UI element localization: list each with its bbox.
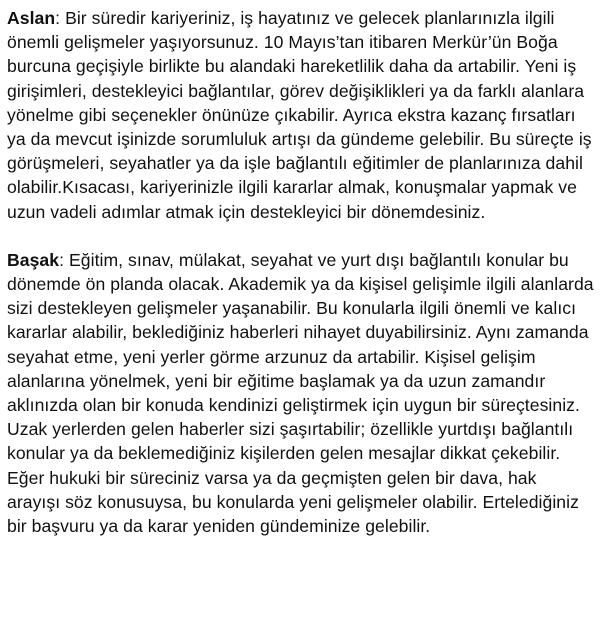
sign-separator: : <box>55 8 61 28</box>
sign-name-basak: Başak <box>7 249 60 270</box>
horoscope-text-basak: Eğitim, sınav, mülakat, seyahat ve yurt dışı bağlantılı konular bu dönemde ön planda olacak. Akademik ya da kişisel gelişimle ilgili alanlarda sizi destekleyen gelişmeler yaşanabilir. Bu konularla ilgili önemli ve kalıcı kararlar alabilir, beklediğiniz haberleri nihayet duyabilirsiniz. Aynı zamanda seyahat etme, yeni yerler görme arzunuz da artabilir. Kişisel gelişim alanlarına yönelmek, yeni bir eğitime başlamak ya da uzun zamandır aklınızda olan bir konuda kendinizi geliştirmek için uygun bir süreçtesiniz. Uzak yerlerden gelen haberler sizi şaşırtabilir; özellikle yurtdışı bağlantılı konular ya da beklemediğiniz kişilerden gelen mesajlar dikkat çekebilir. Eğer hukuki bir süreciniz varsa ya da geçmişten gelen bir dava, hak arayışı söz konusuysa, bu konularda yeni gelişmeler olabilir. Ertelediğiniz bir başvuru ya da karar yeniden gündeminize gelebilir. <box>7 249 594 537</box>
sign-name-aslan: Aslan <box>7 8 56 28</box>
horoscope-text-aslan: Bir süredir kariyeriniz, iş hayatınız ve gelecek planlarınızla ilgili önemli gelişmeler yaşıyorsunuz. 10 Mayıs’tan itibaren Merkür’ün Boğa burcuna geçişiyle birlikte bu alandaki hareketlilik daha da artabilir. Yeni iş girişimleri, destekleyici bağlantılar, görev değişiklikleri ya da farklı alanlara yönelme gibi seçenekler önünüze çıkabilir. Ayrıca ekstra kazanç fırsatları ya da mevcut işinizde sorumluluk artışı da gündeme gelebilir. Bu süreçte iş görüşmeleri, seyahatler ya da işle bağlantılı eğitimler de planlarınıza dahil olabilir.Kısacası, kariyerinizle ilgili kararlar almak, konuşmalar yapmak ve uzun vadeli adımlar atmak için destekleyici bir dönemdesiniz. <box>7 8 592 222</box>
horoscope-entry-aslan <box>7 6 594 224</box>
horoscope-entry-basak <box>7 248 594 538</box>
sign-separator: : <box>59 249 65 270</box>
